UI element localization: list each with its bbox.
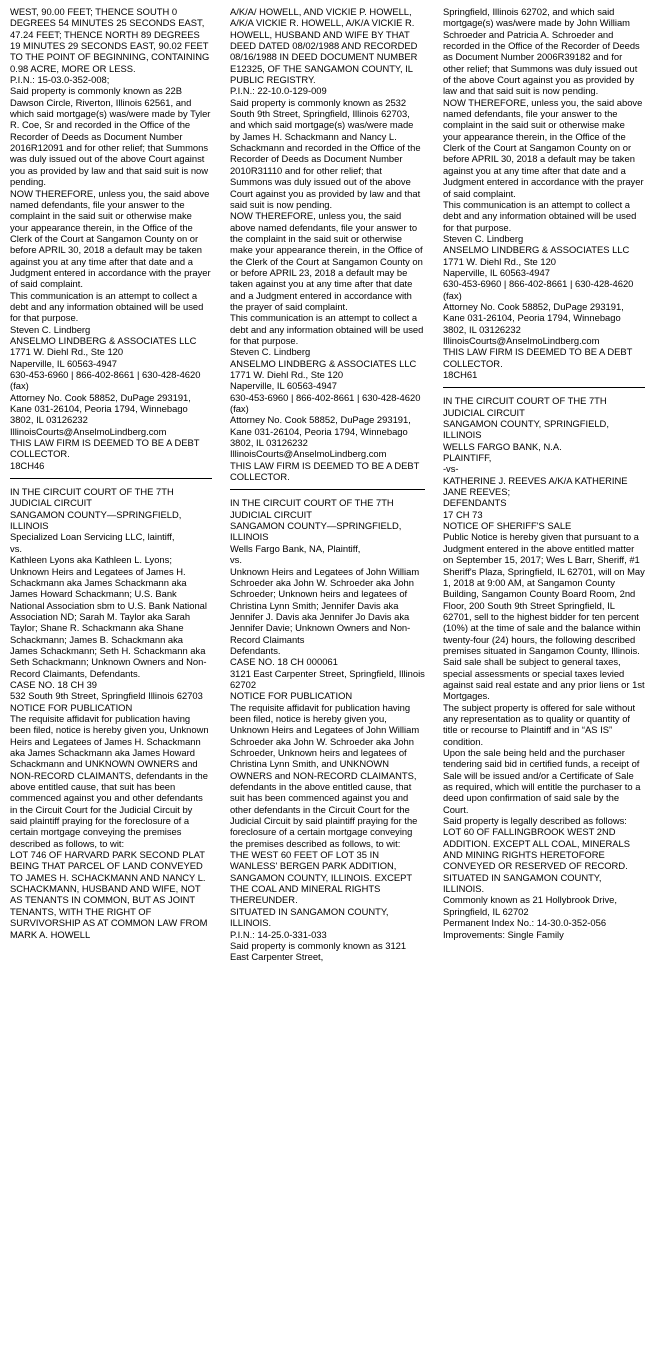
notice-body: WEST, 90.00 FEET; THENCE SOUTH 0 DEGREES 54 MINUTES 25 SECONDS EAST, 47.24 FEET; THENCE NORTH 89 DEGREES 19 MINUTES 29 SECONDS EAST, 90.02 FEET TO THE POINT OF BEGINNING, CONTAINING 0.98 ACRE, MORE OR LESS. P.I.N.: 15-03.0-352-008; Said property is commonly known as 22B Dawson Circle, Riverton, Illinois 62561, and which said mortgage(s) was/were made by Tyler R. Coe, Sr and recorded in the Office of the Recorder of Deeds as Document Number 2016R12091 and for other relief; that Summons was duly issued out of the above Court against you as provided by law and that said suit is now pending. NOW THEREFORE, unless you, the said above named defendants, file your answer to the complaint in the said suit or otherwise make your appearance therein, in the Office of the Clerk of the Court at Sangamon County on or before APRIL 30, 2018 a default may be taken against you at any time after that date and a Judgment entered in accordance with the prayer of said complaint. This communication is an attempt to collect a debt and any information obtained will be used for that purpose. Steven C. Lindberg ANSELMO LINDBERG & ASSOCIATES LLC 1771 W. Diehl Rd., Ste 120 Naperville, IL 60563-4947 630-453-6960 | 866-402-8661 | 630-428-4620 (fax) Attorney No. Cook 58852, DuPage 293191, Kane 031-26104, Peoria 1794, Winnebago 3802, IL 03126232 IllinoisCourts@AnselmoLindberg.com THIS LAW FIRM IS DEEMED TO BE A DEBT COLLECTOR. 18CH46	[10, 6, 211, 471]
notice-divider	[443, 387, 645, 388]
legal-notice-22-10-0-129-009	[230, 6, 425, 482]
legal-notice-18CH000061	[230, 497, 425, 962]
legal-notice-17CH73	[443, 395, 645, 940]
column-3	[434, 6, 647, 1346]
legal-notice-18CH39	[10, 486, 212, 940]
notice-divider	[230, 489, 425, 490]
notice-body: Springfield, Illinois 62702, and which said mortgage(s) was/were made by John William Schroeder and Patricia A. Schroeder and recorded in the Office of the Recorder of Deeds as Document Number 2006R39182 and for other relief; that Summons was duly issued out of the above Court against you as provided by law and that said suit is now pending. NOW THEREFORE, unless you, the said above named defendants, file your answer to the complaint in the said suit or otherwise make your appearance therein, in the Office of the Clerk of the Court at Sangamon County on or before APRIL 30, 2018 a default may be taken against you at any time after that date and a Judgment entered in accordance with the prayer of said complaint. This communication is an attempt to collect a debt and any information obtained will be used for that purpose. Steven C. Lindberg ANSELMO LINDBERG & ASSOCIATES LLC 1771 W. Diehl Rd., Ste 120 Naperville, IL 60563-4947 630-453-6960 | 866-402-8661 | 630-428-4620 (fax) Attorney No. Cook 58852, DuPage 293191, Kane 031-26104, Peoria 1794, Winnebago 3802, IL 03126232 IllinoisCourts@AnselmoLindberg.com THIS LAW FIRM IS DEEMED TO BE A DEBT COLLECTOR. 18CH61	[442, 6, 644, 380]
column-1	[8, 6, 221, 1346]
notice-divider	[10, 478, 212, 479]
notice-body: A/K/A/ HOWELL, AND VICKIE P. HOWELL, A/K/A VICKIE R. HOWELL, A/K/A VICKIE R. HOWELL, HUSBAND AND WIFE BY THAT DEED DATED 08/02/1988 AND RECORDED 08/16/1988 IN DEED DOCUMENT NUMBER E12325, OF THE SANGAMON COUNTY, IL PUBLIC REGISTRY. P.I.N.: 22-10.0-129-009 Said property is commonly known as 2532 South 9th Street, Springfield, Illinois 62703, and which said mortgage(s) was/were made by James H. Schackmann and Nancy L. Schackmann and recorded in the Office of the Recorder of Deeds as Document Number 2010R31110 and for other relief; that Summons was duly issued out of the above Court against you as provided by law and that said suit is now pending. NOW THEREFORE, unless you, the said above named defendants, file your answer to the complaint in the said suit or otherwise make your appearance therein, in the Office of the Clerk of the Court at Sangamon County on or before APRIL 23, 2018 a default may be taken against you at any time after that date and a Judgment entered in accordance with the prayer of said complaint. This communication is an attempt to collect a debt and any information obtained will be used for that purpose. Steven C. Lindberg ANSELMO LINDBERG & ASSOCIATES LLC 1771 W. Diehl Rd., Ste 120 Naperville, IL 60563-4947 630-453-6960 | 866-402-8661 | 630-428-4620 (fax) Attorney No. Cook 58852, DuPage 293191, Kane 031-26104, Peoria 1794, Winnebago 3802, IL 03126232 IllinoisCourts@AnselmoLindberg.com THIS LAW FIRM IS DEEMED TO BE A DEBT COLLECTOR.	[229, 6, 424, 483]
column-2	[221, 6, 434, 1346]
legal-notice-18CH61	[443, 6, 645, 380]
notice-body: IN THE CIRCUIT COURT OF THE 7TH JUDICIAL CIRCUIT SANGAMON COUNTY—SPRINGFIELD, ILLINOIS Specialized Loan Servicing LLC, laintiff, vs. Kathleen Lyons aka Kathleen L. Lyons; Unknown Heirs and Legatees of James H. Schackmann aka James Schackmann aka James Howard Schackmann; U.S. Bank National Association sbm to U.S. Bank National Association ND; Sarah M. Taylor aka Sarah Taylor; Shane R. Schackmann aka Shane Schackmann; James B. Schackmann aka James Schackmann; Seth H. Schackmann aka Seth Schackmann; Unknown Owners and Non-Record Claimants, Defendants. CASE NO. 18 CH 39 532 South 9th Street, Springfield Illinois 62703 NOTICE FOR PUBLICATION The requisite affidavit for publication having been filed, notice is hereby given you, Unknown Heirs and Legatees of James H. Schackmann aka James Schackmann aka James Howard Schackmann and UNKNOWN OWNERS and NON-RECORD CLAIMANTS, defendants in the above entitled cause, that suit has been commenced against you and other defendants in the Circuit Court for the Judicial Circuit by said plaintiff praying for the foreclosure of a certain mortgage conveying the premises described as follows, to wit: LOT 746 OF HARVARD PARK SECOND PLAT BEING THAT PARCEL OF LAND CONVEYED TO JAMES H. SCHACKMANN AND NANCY L. SCHACKMANN, HUSBAND AND WIFE, NOT AS TENANTS IN COMMON, BUT AS JOINT TENANTS, WITH THE RIGHT OF SURVIVORSHIP AS AT COMMON LAW FROM MARK A. HOWELL	[10, 486, 209, 940]
notice-body: IN THE CIRCUIT COURT OF THE 7TH JUDICIAL CIRCUIT SANGAMON COUNTY, SPRINGFIELD, ILLINOIS WELLS FARGO BANK, N.A. PLAINTIFF, -vs- KATHERINE J. REEVES A/K/A KATHERINE JANE REEVES; DEFENDANTS 17 CH 73 NOTICE OF SHERIFF'S SALE Public Notice is hereby given that pursuant to a Judgment entered in the above entitled matter on September 15, 2017; Wes L Barr, Sheriff, #1 Sheriff's Plaza, Springfield, IL 62701, will on May 1, 2018 at 9:00 AM, at Sangamon County Building, Sangamon County Board Room, 2nd Floor, 200 South 9th Street Springfield, IL 62701, sell to the highest bidder for ten percent (10%) at the time of sale and the balance within twenty-four (24) hours, the following described premises situated in Sangamon County, Illinois. Said sale shall be subject to general taxes, special assessments or special taxes levied against said real estate and any prior liens or 1st Mortgages. The subject property is offered for sale without any representation as to quality or quantity of title or recourse to Plaintiff and in “AS IS” condition. Upon the sale being held and the purchaser tendering said bid in certified funds, a receipt of Sale will be issued and/or a Certificate of Sale as required, which will entitle the purchaser to a deed upon confirmation of said sale by the Court. Said property is legally described as follows: LOT 60 OF FALLINGBROOK WEST 2ND ADDITION. EXCEPT ALL COAL, MINERALS AND MINING RIGHTS HERETOFORE CONVEYED OR RESERVED OF RECORD. SITUATED IN SANGAMON COUNTY, ILLINOIS. Commonly known as 21 Hollybrook Drive, Springfield, IL 62702 Permanent Index No.: 14-30.0-352-056 Improvements: Single Family	[442, 395, 645, 940]
legal-notice-18CH46	[10, 6, 212, 471]
notice-body: IN THE CIRCUIT COURT OF THE 7TH JUDICIAL CIRCUIT SANGAMON COUNTY—SPRINGFIELD, ILLINOIS Wells Fargo Bank, NA, Plaintiff, vs. Unknown Heirs and Legatees of John William Schroeder aka John W. Schroeder aka John Schroeder; Unknown heirs and legatees of Christina Lynn Smith; Jennifer Davis aka Jennifer J. Davis aka Jennifer Jo Davis aka Jennifer Davie; Unknown Owners and Non-Record Claimants Defendants. CASE NO. 18 CH 000061 3121 East Carpenter Street, Springfield, Illinois 62702 NOTICE FOR PUBLICATION The requisite affidavit for publication having been filed, notice is hereby given you, Unknown Heirs and Legatees of John William Schroeder aka John W. Schroeder aka John Schroeder, Unknown heirs and legatees of Christina Lynn Smith, and UNKNOWN OWNERS and NON-RECORD CLAIMANTS, defendants in the above entitled cause, that suit has been commenced against you and other defendants in the Circuit Court for the Judicial Circuit by said plaintiff praying for the foreclosure of a certain mortgage conveying the premises described as follows, to wit: THE WEST 60 FEET OF LOT 35 IN WANLESS' BERGEN PARK ADDITION, SANGAMON COUNTY, ILLINOIS. EXCEPT THE COAL AND MINERAL RIGHTS THEREUNDER. SITUATED IN SANGAMON COUNTY, ILLINOIS. P.I.N.: 14-25.0-331-033 Said property is commonly known as 3121 East Carpenter Street,	[229, 497, 425, 963]
